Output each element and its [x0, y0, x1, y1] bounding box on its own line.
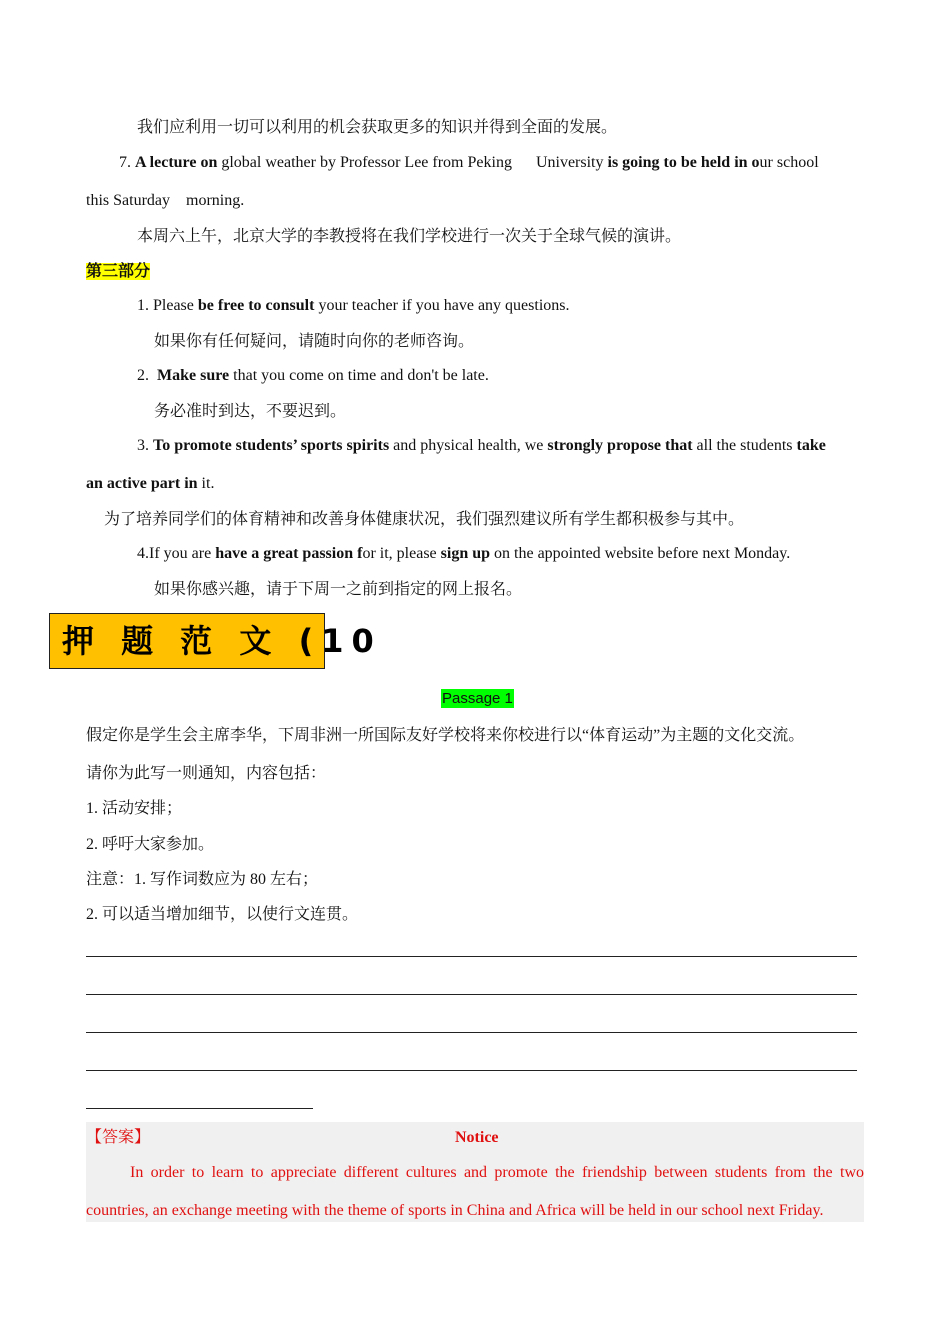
sentence-text: that you come on time and don't be late. — [229, 367, 489, 384]
writing-prompt-line-1: 假定你是学生会主席李华，下周非洲一所国际友好学校将来你校进行以“体育运动”为主题的文化交流。 — [86, 727, 805, 744]
sentence-text: and physical health, we — [389, 437, 548, 454]
key-phrase: strongly propose that — [547, 437, 693, 454]
passage-label: Passage 1 — [442, 690, 513, 707]
sentence-text: global weather by Professor Lee from Peking University — [217, 154, 608, 171]
section3-item-3-continued — [86, 474, 214, 494]
writing-prompt-line-2: 请你为此写一则通知，内容包括： — [86, 765, 327, 782]
requirement-2: 2. 呼吁大家参加。 — [86, 836, 215, 853]
section3-item-2 — [137, 366, 489, 386]
requirement-1: 1. 活动安排； — [86, 800, 183, 817]
sentence-text: ur school — [759, 154, 819, 171]
sentence-6-translation: 我们应利用一切可以利用的机会获取更多的知识并得到全面的发展。 — [137, 119, 618, 136]
sentence-text: or it, please — [362, 545, 441, 562]
sentence-text: it. — [197, 475, 215, 492]
answer-line — [86, 994, 857, 995]
section3-item-3 — [137, 436, 826, 456]
key-phrase: an active part in — [86, 475, 198, 492]
section3-item-2-translation: 务必准时到达，不要迟到。 — [154, 403, 347, 420]
sentence-7 — [119, 153, 819, 173]
section3-item-3-translation: 为了培养同学们的体育精神和改善身体健康状况，我们强烈建议所有学生都积极参与其中。 — [104, 511, 745, 528]
key-phrase: To promote students’ sports spirits — [153, 437, 390, 454]
model-essay-banner: 押 题 范 文 (10 — [49, 613, 325, 669]
key-phrase: have a great passion f — [215, 545, 363, 562]
key-phrase: A lecture on — [135, 154, 218, 171]
sentence-text: 1. Please — [137, 297, 198, 314]
sentence-text: 3. — [137, 437, 153, 454]
note-1: 注意：1. 写作词数应为 80 左右； — [86, 871, 319, 888]
answer-paragraph: In order to learn to appreciate different cultures and promote the friendship between students from the two countries, an exchange meeting with the theme of sports in China and Africa will be held in our school next Friday. — [86, 1164, 864, 1219]
key-phrase: is going to be held in o — [607, 154, 760, 171]
key-phrase: be free to consult — [197, 297, 315, 314]
sentence-text: 2. — [137, 367, 157, 384]
sentence-7-continued: this Saturday morning. — [86, 192, 245, 209]
answer-tag: 【答案】 — [86, 1129, 151, 1146]
sentence-text: your teacher if you have any questions. — [314, 297, 570, 314]
answer-line — [86, 1070, 857, 1071]
section3-item-1 — [137, 296, 569, 316]
section3-item-4 — [137, 544, 790, 564]
key-phrase: Make sure — [157, 367, 230, 384]
section3-item-1-translation: 如果你有任何疑问，请随时向你的老师咨询。 — [154, 333, 475, 350]
key-phrase: sign up — [440, 545, 491, 562]
sentence-7-translation: 本周六上午，北京大学的李教授将在我们学校进行一次关于全球气候的演讲。 — [137, 228, 682, 245]
key-phrase: take — [796, 437, 826, 454]
answer-line — [86, 1032, 857, 1033]
answer-line — [86, 956, 857, 957]
sentence-text: 4.If you are — [137, 545, 216, 562]
section-heading — [86, 262, 150, 282]
item-number: 7. — [119, 154, 135, 171]
sentence-text: on the appointed website before next Monday. — [490, 545, 791, 562]
answer-line — [86, 1108, 313, 1109]
sentence-text: all the students — [692, 437, 797, 454]
section3-item-4-translation: 如果你感兴趣，请于下周一之前到指定的网上报名。 — [154, 581, 523, 598]
section-3-label: 第三部分 — [86, 263, 151, 280]
answer-title: Notice — [455, 1129, 499, 1146]
note-2: 2. 可以适当增加细节，以使行文连贯。 — [86, 906, 359, 923]
